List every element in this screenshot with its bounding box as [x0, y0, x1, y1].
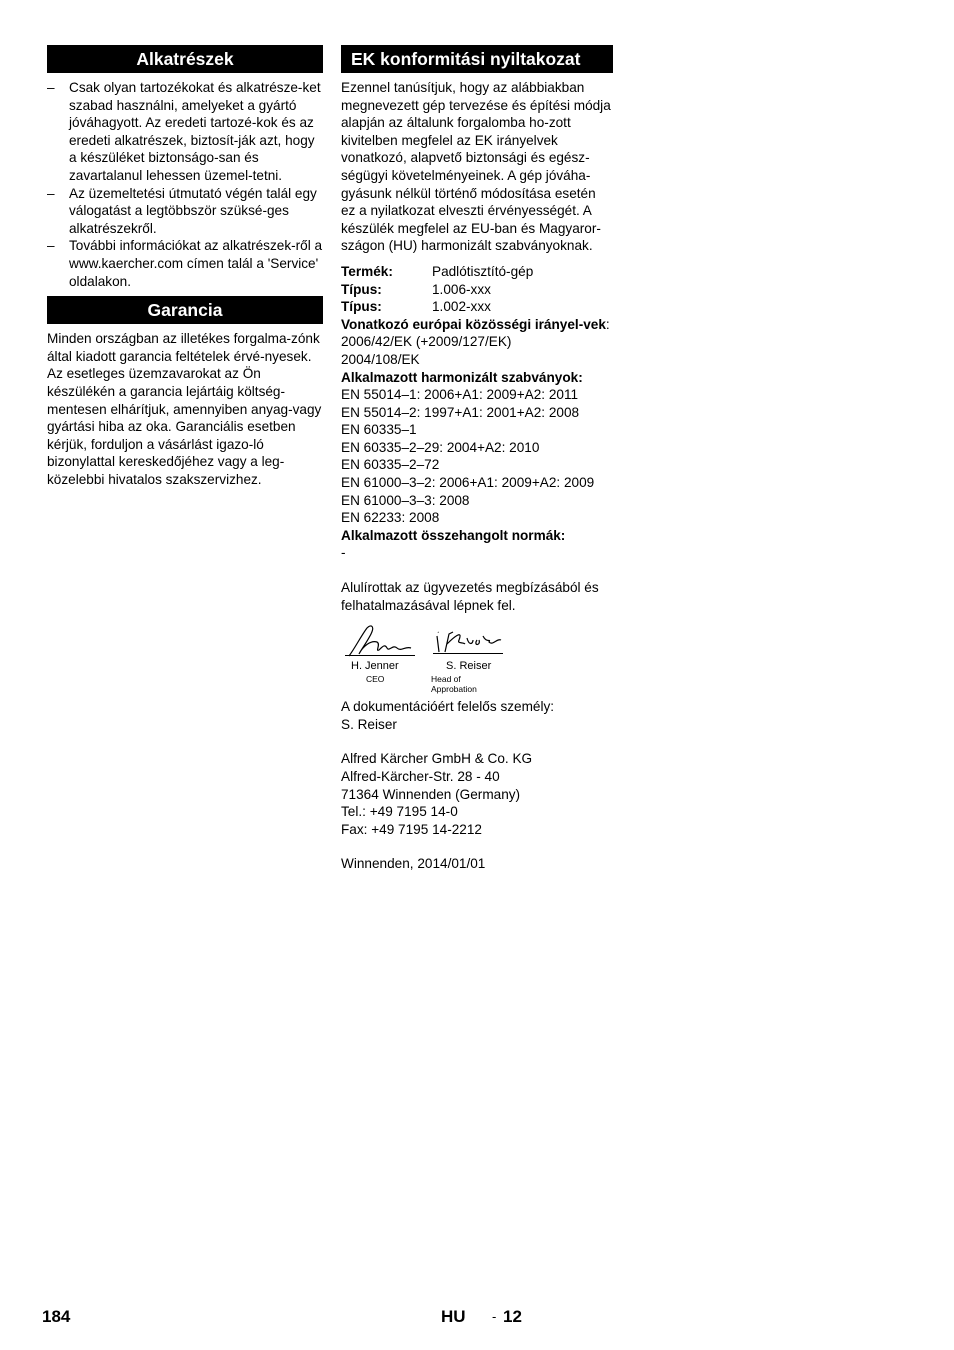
directives-colon: :: [605, 316, 610, 332]
product-row: [341, 263, 613, 281]
standard-item: EN 55014–1: 2006+A1: 2009+A2: 2011: [341, 387, 579, 403]
company-tel: Tel.: +49 7195 14-0: [341, 804, 458, 820]
list-item-text: Az üzemeltetési útmutató végén talál egy válogatást a legtöbbször szüksé-ges alkatrészekről.: [69, 185, 317, 236]
type-value: 1.002-xxx: [432, 299, 491, 315]
list-item: [47, 79, 323, 185]
norms-value: -: [341, 545, 346, 561]
alkatreszek-heading: Alkatrészek: [47, 45, 323, 73]
signatories-text: Alulírottak az ügyvezetés megbízásából és felhatalmazásával lépnek fel.: [341, 580, 599, 613]
type-row-2: [341, 298, 613, 316]
language-code: HU: [441, 1307, 466, 1326]
directives-label: Vonatkozó európai közösségi irányel-vek: [341, 316, 606, 332]
standard-item: EN 60335–2–29: 2004+A2: 2010: [341, 439, 540, 455]
doc-responsible-person: S. Reiser: [341, 716, 397, 732]
directive-item: 2004/108/EK: [341, 351, 420, 367]
company-fax: Fax: +49 7195 14-2212: [341, 821, 482, 837]
type-row-1: [341, 281, 613, 299]
signature-name: H. Jenner: [351, 660, 399, 673]
signature-name: S. Reiser: [446, 660, 492, 673]
product-value: Padlótisztító-gép: [432, 263, 534, 279]
product-label: Termék:: [341, 263, 393, 279]
norms-label: Alkalmazott összehangolt normák:: [341, 527, 566, 543]
garancia-heading: Garancia: [47, 296, 323, 324]
directives-heading: [341, 316, 613, 334]
page-number: 184: [42, 1307, 71, 1326]
directive-item: 2006/42/EK (+2009/127/EK): [341, 334, 512, 350]
dash-bullet: –: [47, 185, 55, 201]
standard-item: EN 61000–3–2: 2006+A1: 2009+A2: 2009: [341, 475, 595, 491]
standard-item: EN 61000–3–3: 2008: [341, 492, 470, 508]
standard-item: EN 55014–2: 1997+A1: 2001+A2: 2008: [341, 404, 580, 420]
declaration-intro: Ezennel tanúsítjuk, hogy az alábbiakban megnevezett gép tervezése és építési módja alapján az általunk forgalomba ho-zott kivitelben megfelel az EK irányelvek vonatkozó, alapvető biztonsági és egész-ségügyi követelményeinek. A gép jóváha-gyásunk nélkül történő módosítása esetén ez a nyilatkozat elveszti érvényességét. A készülék megfelel az EU-ban és Magyaror-szágon (HU) harmonizált szabványoknak.: [341, 80, 611, 254]
company-city: 71364 Winnenden (Germany): [341, 786, 521, 802]
signature-jenner: [345, 622, 415, 685]
dash-bullet: –: [47, 80, 55, 95]
doc-responsible-label: A dokumentációért felelős személy:: [341, 699, 555, 715]
dash-bullet: –: [47, 238, 55, 254]
signature-reiser: [431, 622, 505, 695]
section-page-number: 12: [503, 1307, 522, 1326]
signatures-block: [341, 622, 613, 695]
standards-label: Alkalmazott harmonizált szabványok:: [341, 369, 583, 385]
signature-title: Head of Approbation: [431, 674, 477, 695]
garancia-text: Minden országban az illetékes forgalma-zónk által kiadott garancia feltételek érvé-nyesek. Az esetleges üzemzavarokat az Ön készülékén a garancia lejártáig költség-mentesen elhárítjuk, amennyiben anyag-vagy gyártási hiba az oka. Garanciális esetben kérjük, forduljon a vásárlást igazo-ló bizonylattal kereskedőjéhez vagy a leg-közelebbi hivatalos szakszervizhez.: [47, 331, 322, 487]
standard-item: EN 60335–1: [341, 422, 417, 438]
standard-item: EN 60335–2–72: [341, 457, 440, 473]
footer-separator: -: [492, 1309, 497, 1324]
type-label: Típus:: [341, 281, 382, 297]
alkatreszek-list: [47, 79, 323, 290]
left-column: [47, 45, 323, 488]
place-date: Winnenden, 2014/01/01: [341, 856, 486, 872]
list-item: [47, 237, 323, 290]
list-item: [47, 185, 323, 238]
type-value: 1.006-xxx: [432, 281, 491, 297]
company-name: Alfred Kärcher GmbH & Co. KG: [341, 751, 533, 767]
type-label: Típus:: [341, 299, 382, 315]
signature-title: CEO: [366, 674, 385, 685]
standard-item: EN 62233: 2008: [341, 510, 440, 526]
right-column: [341, 45, 613, 873]
declaration-heading: EK konformitási nyiltakozat: [341, 45, 613, 73]
list-item-text: Csak olyan tartozékokat és alkatrésze-ket szabad használni, amelyeket a gyártó jóváhagyott. Az eredeti tartozé-kok és az eredeti alkatrészek, biztosít-ják azt, hogy a készüléket biztonságo-san és zavartalanul lehessen üzemel-tetni.: [69, 80, 321, 183]
company-street: Alfred-Kärcher-Str. 28 - 40: [341, 769, 500, 784]
list-item-text: További információkat az alkatrészek-ről a www.kaercher.com címen talál a 'Service' oldalakon.: [69, 238, 323, 289]
